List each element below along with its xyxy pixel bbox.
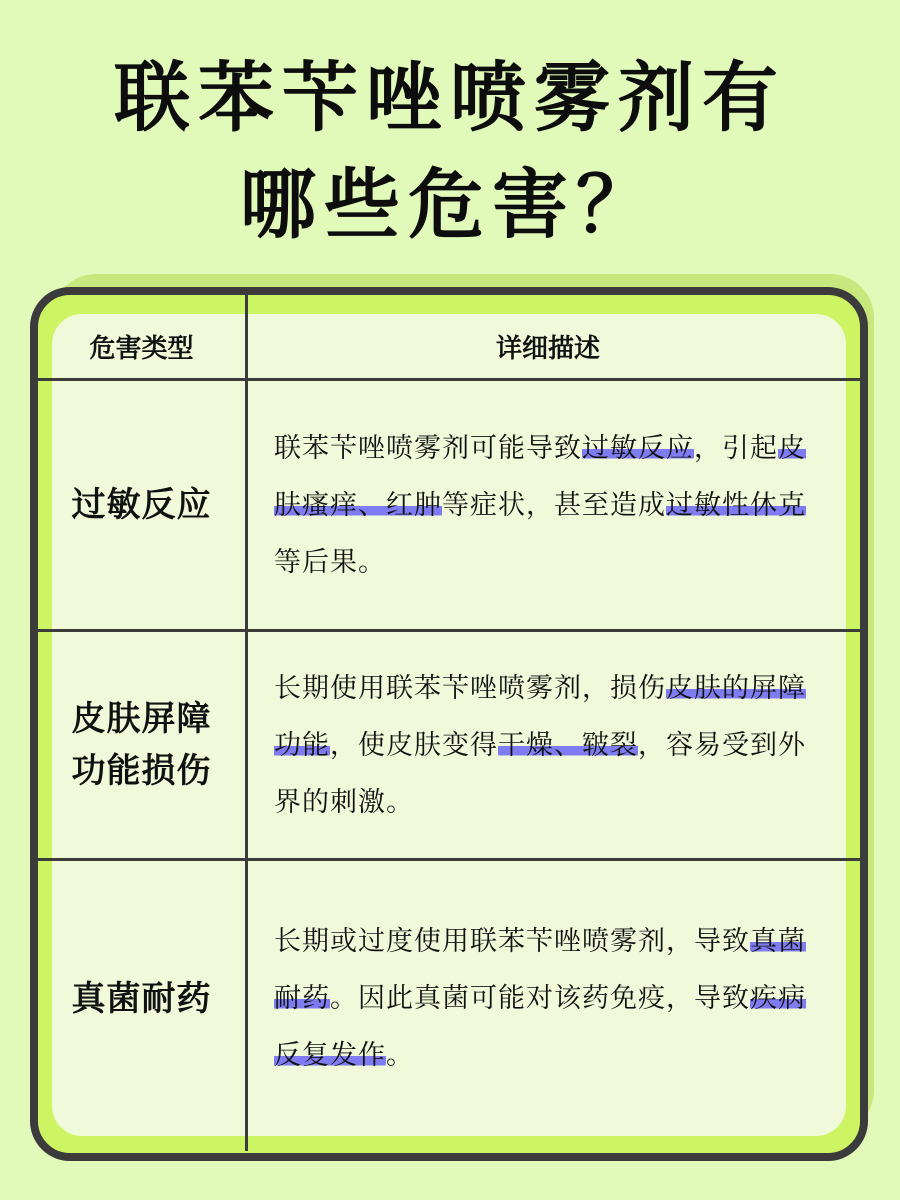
row-type-label: 皮肤屏障功能损伤: [71, 699, 212, 791]
text-segment: 。: [386, 1040, 414, 1071]
row-description: [248, 381, 848, 629]
text-segment: ，容易受到外界的刺激。: [274, 729, 806, 818]
description-text: [274, 660, 822, 831]
row-type: [38, 861, 245, 1136]
header-description: 详细描述: [495, 333, 600, 364]
description-text: [274, 420, 822, 591]
row-type-label: 过敏反应: [71, 485, 212, 525]
highlighted-text: 干燥、皲裂: [498, 729, 638, 761]
text-segment: 联苯苄唑喷雾剂可能导致: [274, 432, 582, 464]
description-text: [274, 913, 822, 1084]
text-segment: 长期使用联苯苄唑喷雾剂，损伤: [274, 672, 666, 704]
row-type: [38, 632, 245, 858]
title-line-2: 哪些危害？: [240, 160, 660, 249]
header-type: 危害类型: [89, 333, 194, 364]
text-segment: 。因此真菌可能对该药免疫，导致: [330, 983, 750, 1014]
highlighted-text: 皮肤瘙痒、红肿: [274, 432, 806, 521]
highlighted-text: 疾病反复发作: [274, 983, 806, 1071]
text-segment: 长期或过度使用联苯苄唑喷雾剂，导致: [274, 926, 750, 957]
highlighted-text: 真菌耐药: [274, 926, 806, 1014]
highlighted-text: 过敏反应: [582, 432, 694, 464]
title-line-1: 联苯苄唑喷雾剂有: [114, 53, 786, 142]
row-description: [248, 861, 848, 1136]
text-segment: ，引起: [694, 432, 778, 464]
highlighted-text: 过敏性休克: [666, 489, 806, 521]
text-segment: ，使皮肤变得: [330, 729, 498, 761]
row-type-label: 真菌耐药: [71, 978, 212, 1019]
row-description: [248, 632, 848, 858]
text-segment: 等症状，甚至造成: [442, 489, 666, 521]
highlighted-text: 皮肤的屏障功能: [274, 672, 806, 761]
row-type: [38, 381, 245, 629]
text-segment: 等后果。: [274, 546, 386, 578]
